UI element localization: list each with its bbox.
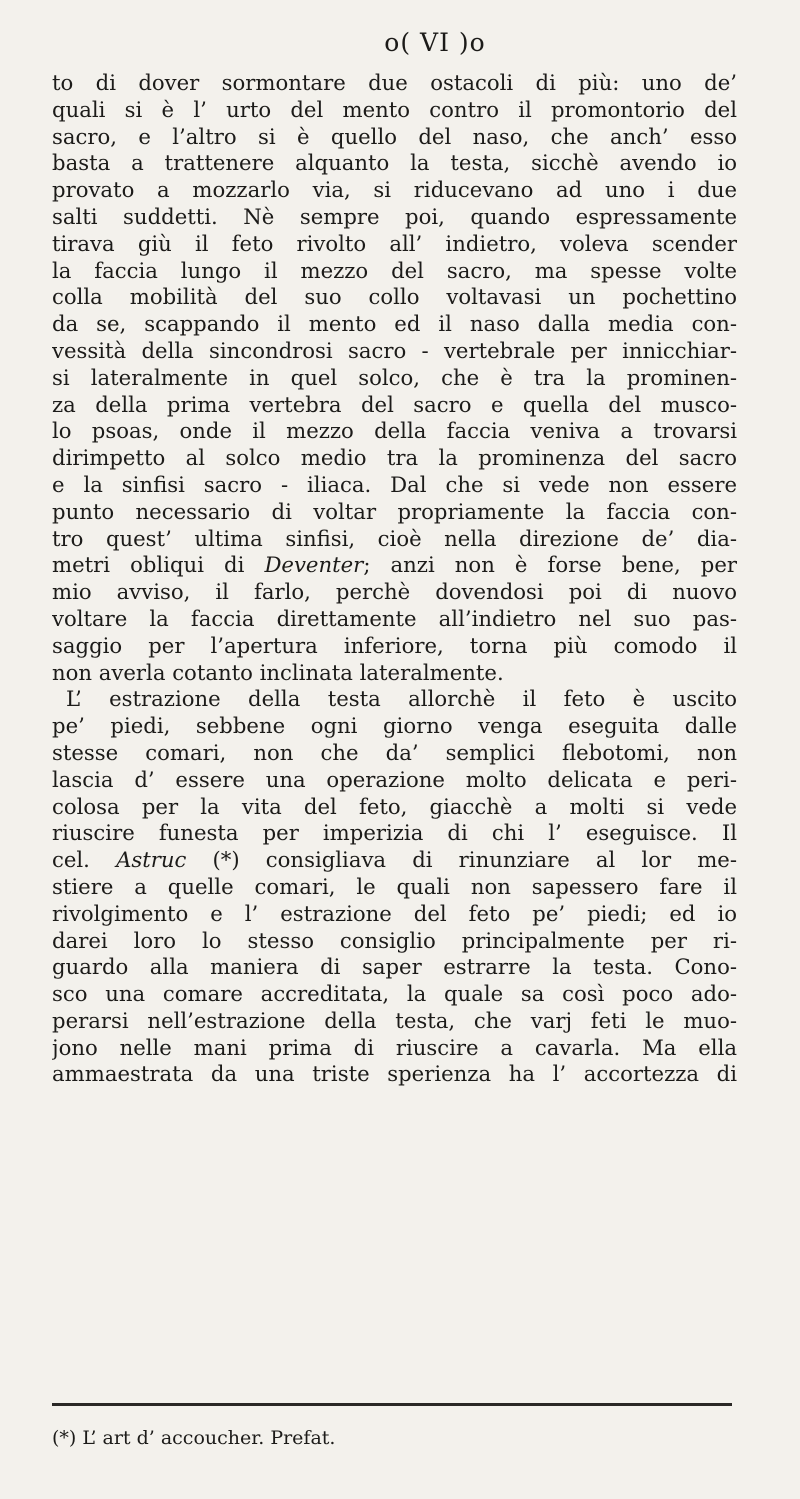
text-line: voltare la faccia direttamente all’indietro nel suo pas- (52, 605, 737, 631)
text-line (52, 552, 737, 579)
text-line: saggio per l’apertura inferiore, torna più comodo il (52, 632, 737, 658)
running-head: o( VI )o (384, 28, 486, 57)
text-line: punto necessario di voltar propriamente la faccia con- (52, 498, 737, 524)
text-line: vessità della sincondrosi sacro - vertebrale per innicchiar- (52, 337, 737, 363)
text-line: lo psoas, onde il mezzo della faccia veniva a trovarsi (52, 418, 737, 444)
italic-name: Deventer (264, 552, 364, 578)
text-line: provato a mozzarlo via, si riducevano ad uno i due (52, 177, 737, 203)
text-line: rivolgimento e l’ estrazione del feto pe’ piedi; ed io (52, 900, 737, 926)
text-line (52, 847, 737, 874)
text-line: guardo alla maniera di saper estrarre la testa. Cono- (52, 954, 737, 980)
text-line: perarsi nell’estrazione della testa, che varj feti le muo- (52, 1007, 737, 1033)
text-line: sco una comare accreditata, la quale sa così poco ado- (52, 981, 737, 1007)
text-line: si lateralmente in quel solco, che è tra la prominen- (52, 364, 737, 390)
text-line: colla mobilità del suo collo voltavasi un pochettino (52, 284, 737, 310)
text-line: pe’ piedi, sebbene ogni giorno venga eseguita dalle (52, 713, 737, 739)
text-line: non averla cotanto inclinata lateralmente. (52, 659, 504, 685)
text-line: da se, scappando il mento ed il naso dalla media con- (52, 311, 737, 337)
text-line: tirava giù il feto rivolto all’ indietro, voleva scender (52, 230, 737, 256)
text-line: colosa per la vita del feto, giacchè a molti si vede (52, 793, 737, 819)
text-line: to di dover sormontare due ostacoli di più: uno de’ (52, 70, 737, 95)
text-line: salti suddetti. Nè sempre poi, quando espressamente (52, 203, 737, 229)
text-line: lascia d’ essere una operazione molto delicata e peri- (52, 766, 737, 792)
text-line: riuscire funesta per imperizia di chi l’ eseguisce. Il (52, 820, 737, 846)
text-line: quali si è l’ urto del mento contro il promontorio del (52, 96, 737, 122)
text-line: za della prima vertebra del sacro e quella del musco- (52, 391, 737, 417)
text-line: basta a trattenere alquanto la testa, sicchè avendo io (52, 150, 737, 176)
footnote-rule (52, 1403, 732, 1406)
text-line: stiere a quelle comari, le quali non sapessero fare il (52, 873, 737, 899)
text-line: dirimpetto al solco medio tra la prominenza del sacro (52, 445, 737, 471)
body-text (52, 70, 737, 1088)
text-segment: cel. (52, 847, 117, 873)
italic-name: Astruc (116, 847, 187, 873)
text-line: e la sinfisi sacro - iliaca. Dal che si vede non essere (52, 471, 737, 497)
text-line: jono nelle mani prima di riuscire a cavarla. Ma ella (52, 1034, 737, 1060)
text-line: sacro, e l’altro si è quello del naso, che anch’ esso (52, 123, 737, 149)
text-line: ammaestrata da una triste sperienza ha l’ accortezza di (52, 1061, 737, 1087)
text-line: mio avviso, il farlo, perchè dovendosi poi di nuovo (52, 579, 737, 605)
text-segment: metri obliqui di (52, 552, 265, 578)
text-line: L’ estrazione della testa allorchè il feto è uscito (66, 686, 737, 712)
text-segment: ; anzi non è forse bene, per (363, 552, 737, 578)
footnote: (*) L’ art d’ accoucher. Prefat. (52, 1427, 336, 1449)
text-line: darei loro lo stesso consiglio principalmente per ri- (52, 927, 737, 953)
text-segment: (*) consigliava di rinunziare al lor me- (186, 847, 737, 873)
text-line: tro quest’ ultima sinfisi, cioè nella direzione de’ dia- (52, 525, 737, 551)
text-line: stesse comari, non che da’ semplici flebotomi, non (52, 739, 737, 765)
text-line: la faccia lungo il mezzo del sacro, ma spesse volte (52, 257, 737, 283)
